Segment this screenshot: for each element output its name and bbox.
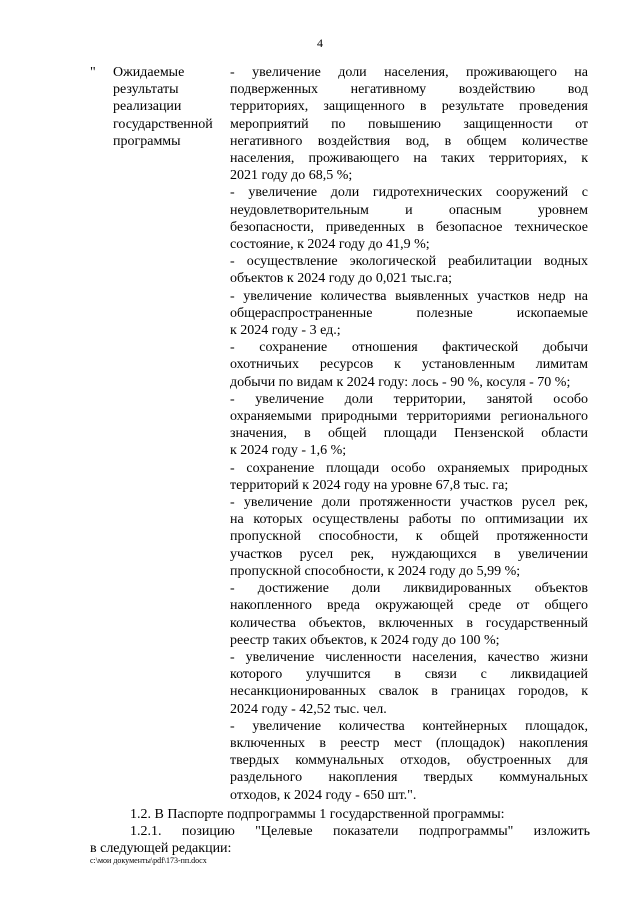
result-item-line: отходов, к 2024 году - 650 шт.". — [230, 787, 417, 803]
result-item-line: территориях, защищенного в результате проведения — [230, 99, 588, 115]
result-item-line: охраняемыми природными территориями регионального — [230, 409, 588, 425]
result-item-line: к 2024 году - 1,6 %; — [230, 443, 347, 459]
result-item-line: несанкционированных свалок в границах городов, к — [230, 684, 588, 700]
result-item-line: - сохранение площади особо охраняемых природных — [230, 460, 588, 476]
result-item-line: добычи по видам к 2024 году: лось - 90 %, косуля - 70 %; — [230, 374, 571, 390]
body-text — [90, 806, 590, 858]
result-item-line: которого улучшится в связи с ликвидацией — [230, 667, 588, 683]
result-item-line: к 2024 году - 3 ед.; — [230, 323, 341, 339]
subsection-continuation: в следующей редакции: — [90, 841, 232, 857]
result-item-line: населения, проживающего на таких территориях, к — [230, 151, 588, 167]
result-item-line: - увеличение доли населения, проживающего на — [230, 65, 588, 80]
label-line: Ожидаемые — [113, 65, 185, 80]
result-item-line: твердых коммунальных отходов, обустроенных для — [230, 753, 588, 769]
subsection-1-2-1: 1.2.1. позицию "Целевые показатели подпрограммы" изложить — [130, 824, 590, 840]
label-line: реализации — [113, 99, 182, 115]
result-item — [230, 184, 588, 253]
result-item — [230, 339, 588, 391]
result-item — [230, 494, 588, 580]
result-item-line: территорий к 2024 году на уровне 67,8 тыс. га; — [230, 477, 509, 493]
label-line: программы — [113, 133, 181, 149]
opening-quote: " — [90, 65, 96, 80]
result-item-line: 2024 году - 42,52 тыс. чел. — [230, 701, 387, 717]
result-item-line: - увеличение доли гидротехнических сооружений с — [230, 185, 588, 201]
result-item — [230, 64, 588, 184]
result-item-line: раздельного накопления твердых коммунальных — [230, 770, 588, 786]
result-item-line: безопасности, приведенных в безопасное техническое — [230, 219, 588, 235]
result-item-line: 2021 году до 68,5 %; — [230, 168, 353, 184]
result-item — [230, 718, 588, 804]
result-item-line: - увеличение численности населения, качество жизни — [230, 649, 588, 665]
result-item-line: на которых осуществлены работы по оптимизации их — [230, 512, 588, 528]
result-item-line: - увеличение количества контейнерных площадок, — [230, 718, 588, 734]
result-item-line: подверженных негативному воздействию вод — [230, 82, 588, 98]
result-item-line: - достижение доли ликвидированных объектов — [230, 581, 588, 597]
row-label — [113, 64, 225, 150]
label-line: результаты — [113, 82, 179, 98]
result-item-line: неудовлетворительным и опасным уровнем — [230, 202, 588, 218]
result-item-line: объектов к 2024 году до 0,021 тыс.га; — [230, 271, 453, 287]
label-line: государственной — [113, 116, 213, 132]
result-item — [230, 649, 588, 718]
result-item-line: количества объектов, включенных в государственный — [230, 615, 588, 631]
section-heading-1-2: 1.2. В Паспорте подпрограммы 1 государственной программы: — [130, 807, 505, 822]
page-number: 4 — [317, 36, 323, 50]
result-item-line: пропускной способности, к 2024 году до 5,99 %; — [230, 563, 521, 579]
result-item-line: мероприятий по повышению защищенности от — [230, 116, 588, 132]
file-path-footer: c:\мои документы\pdf\173-пп.docx — [90, 856, 207, 865]
expected-results-list — [230, 64, 588, 804]
result-item-line: охотничьих ресурсов к установленным лимитам — [230, 357, 588, 373]
result-item-line: общераспространенные полезные ископаемые — [230, 305, 588, 321]
result-item-line: состояние, к 2024 году до 41,9 %; — [230, 237, 430, 253]
result-item-line: - увеличение доли протяженности участков русел рек, — [230, 495, 588, 511]
result-item-line: - увеличение доли территории, занятой особо — [230, 391, 588, 407]
result-item-line: - сохранение отношения фактической добычи — [230, 340, 588, 356]
result-item — [230, 253, 588, 287]
result-item — [230, 460, 588, 494]
result-item-line: значения, в общей площади Пензенской области — [230, 426, 588, 442]
result-item-line: реестр таких объектов, к 2024 году до 100 %; — [230, 632, 500, 648]
result-item-line: участков русел рек, нуждающихся в увеличении — [230, 546, 588, 562]
result-item — [230, 391, 588, 460]
result-item-line: пропускной способности, к общей протяженности — [230, 529, 588, 545]
result-item-line: негативного воздействия вод, в общем количестве — [230, 133, 588, 149]
result-item-line: включенных в реестр мест (площадок) накопления — [230, 735, 588, 751]
result-item-line: накопленного вреда окружающей среде от общего — [230, 598, 588, 614]
result-item — [230, 580, 588, 649]
result-item — [230, 288, 588, 340]
result-item-line: - увеличение количества выявленных участков недр на — [230, 288, 588, 304]
result-item-line: - осуществление экологической реабилитации водных — [230, 254, 588, 270]
